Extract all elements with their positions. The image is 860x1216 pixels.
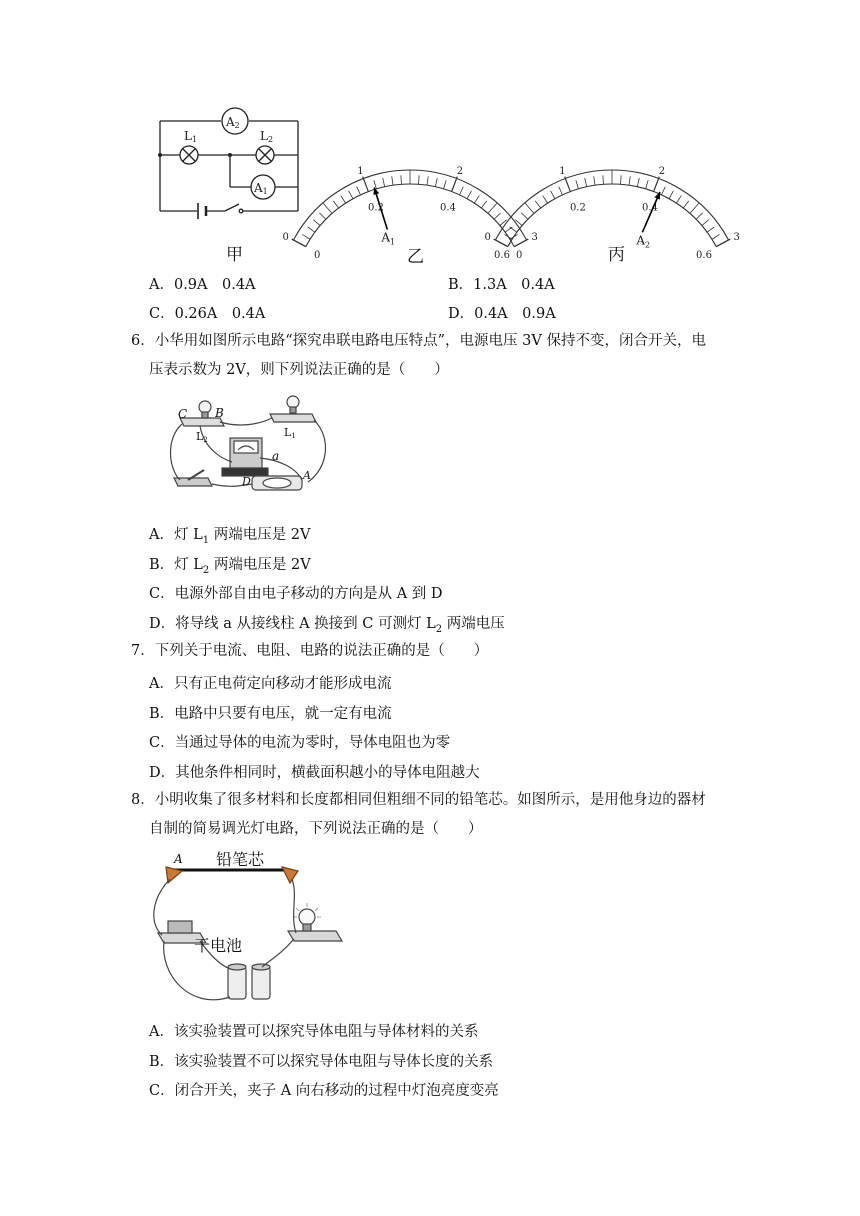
dial-tick [401,175,402,184]
dial-tick [585,178,587,187]
dial-inner-arc [306,184,514,247]
dial-tick [435,178,437,187]
circuit-diagram-jia [150,100,310,225]
dial-tick [349,191,353,199]
q8-stem-line1: 8．小明收集了很多材料和长度都相同但粗细不同的铅笔芯。如图所示，是用他身边的器材 [131,792,706,808]
dial-bottom-scale-label: 0.6 [696,250,712,262]
pencil-lead-label: 铅笔芯 [216,850,265,869]
dial-tick [313,220,320,226]
dial-tick [292,239,306,247]
dial-tick [383,178,385,187]
dial-tick [594,176,595,185]
q8-option-a[interactable]: A．该实验装置可以探究导体电阻与导体材料的关系 [149,1024,479,1040]
q8-option-b[interactable]: B．该实验装置不可以探究导体电阻与导体长度的关系 [149,1054,494,1070]
wire-a-label: a [272,449,280,463]
dial-tick [543,196,548,204]
dial-tick [559,187,563,195]
dial-tick [521,213,527,219]
dial-tick [494,213,500,219]
dial-tick [452,177,458,192]
dial-tick [500,220,507,226]
q8-option-c[interactable]: C．闭合开关，夹子 A 向右移动的过程中灯泡亮度变亮 [149,1083,499,1099]
dial-tick [510,227,517,232]
q6-stem-line2: 压表示数为 2V，则下列说法正确的是（ ） [149,362,449,378]
lamp-l2-photo-label: L2 [196,430,208,444]
ammeter-dial-yi [282,124,538,262]
dial-top-scale-label: 2 [658,166,666,178]
dial-top-scale-label: 1 [357,166,364,178]
dial-tick [676,196,681,204]
q5-option-a[interactable]: A．0.9A 0.4A [149,277,256,293]
dial-tick [392,176,393,185]
q5-option-b[interactable]: B．1.3A 0.4A [448,277,555,293]
dial-tick [525,203,534,214]
dial-tick [535,201,540,208]
dial-tick [621,175,622,184]
terminal-d-label: D [242,475,251,488]
dial-tick [551,191,555,199]
dial-tick [488,203,497,214]
dial-tick [690,203,699,214]
dial-bottom-scale-label: 0.4 [439,202,456,214]
terminal-c-label: C [178,407,188,421]
dial-tick [702,220,709,226]
dial-inner-arc [508,184,716,250]
dial-tick [646,180,649,189]
clip-a-label: A [174,852,183,866]
dial-tick [427,176,428,185]
q6-option-b[interactable]: B．灯 $L_2$ 两端电压是 2V [149,557,311,576]
q7-stem: 7．下列关于电流、电阻、电路的说法正确的是（ ） [131,643,489,659]
dial-meter-name: $A_2$ [636,233,651,250]
dial-tick [707,227,714,232]
dial-tick [302,234,310,239]
dial-bottom-scale-label: 0.2 [368,202,384,214]
figure-label-jia: 甲 [226,245,243,265]
ammeter-dial-bing [484,124,740,262]
figure-label-bing: 丙 [608,245,625,265]
lamp-l1-label: L1 [184,129,198,144]
q7-option-b[interactable]: B．电路中只要有电压，就一定有电流 [149,706,392,722]
lamp-l1-photo-label: L1 [284,426,296,440]
dial-tick [494,239,508,247]
dial-tick [669,191,673,199]
q5-option-d[interactable]: D．0.4A 0.9A [448,306,556,322]
q6-option-a[interactable]: A．灯 $L_1$ 两端电压是 2V [149,527,311,546]
dial-tick [333,201,338,208]
q7-option-c[interactable]: C．当通过导体的电流为零时，导体电阻也为零 [149,735,451,751]
dial-tick [683,201,688,208]
dial-bottom-scale-label: 0.4 [641,202,658,214]
dial-tick [603,175,604,184]
battery-label: 干电池 [194,936,243,955]
q8-stem-line2: 自制的简易调光灯电路，下列说法正确的是（ ） [149,821,483,837]
dial-bottom-scale-label: 0 [515,250,523,262]
q5-option-c[interactable]: C．0.26A 0.4A [149,306,266,322]
dial-tick [504,234,512,239]
dial-tick [308,227,315,232]
ammeter-a1-label: A1 [254,181,268,196]
dial-tick [459,187,463,195]
dial-bottom-scale-label: 0 [313,250,321,262]
dial-bottom-scale-label: 0.6 [494,250,510,262]
dial-tick [637,178,639,187]
dial-top-scale-label: 3 [531,231,538,243]
q7-option-d[interactable]: D．其他条件相同时，横截面积越小的导体电阻越大 [149,765,480,781]
dial-tick [323,203,332,214]
dial-top-scale-label: 0 [484,231,491,243]
dial-tick [716,239,730,247]
q7-option-a[interactable]: A．只有正电荷定向移动才能形成电流 [149,676,392,692]
ammeter-a2-label: A2 [226,115,240,130]
dimmer-circuit-photo [150,845,350,1010]
dial-top-scale-label: 0 [282,231,289,243]
q6-option-c[interactable]: C．电源外部自由电子移动的方向是从 A 到 D [149,586,443,602]
terminal-a-label: A [303,469,311,482]
dial-tick [696,213,702,219]
dial-tick [514,239,528,247]
dial-tick [467,191,471,199]
dial-tick [565,177,571,192]
dial-tick [363,177,369,192]
dial-tick [576,180,579,189]
dial-tick [444,180,447,189]
dial-tick [419,175,420,184]
dial-tick [341,196,346,204]
q6-stem-line1: 6．小华用如图所示电路“探究串联电路电压特点”，电源电压 3V 保持不变，闭合开关，电 [131,333,706,349]
dial-top-scale-label: 1 [559,166,566,178]
dial-tick [319,213,325,219]
dial-tick [481,201,486,208]
dial-tick [357,187,361,195]
dial-top-scale-label: 2 [456,166,464,178]
dial-tick [629,176,630,185]
dial-bottom-scale-label: 0.2 [570,202,586,214]
dial-tick [712,234,720,239]
dial-tick [474,196,479,204]
dial-tick [654,177,660,192]
dial-tick [661,187,665,195]
lamp-l2-label: L2 [260,129,274,144]
dial-top-scale-label: 3 [733,231,740,243]
series-circuit-photo [160,388,340,503]
figure-label-yi: 乙 [407,247,424,267]
terminal-b-label: B [215,406,224,420]
dial-meter-name: $A_1$ [381,230,396,247]
q6-option-d[interactable]: D．将导线 a 从接线柱 A 换接到 C 可测灯 $L_2$ 两端电压 [149,616,505,635]
